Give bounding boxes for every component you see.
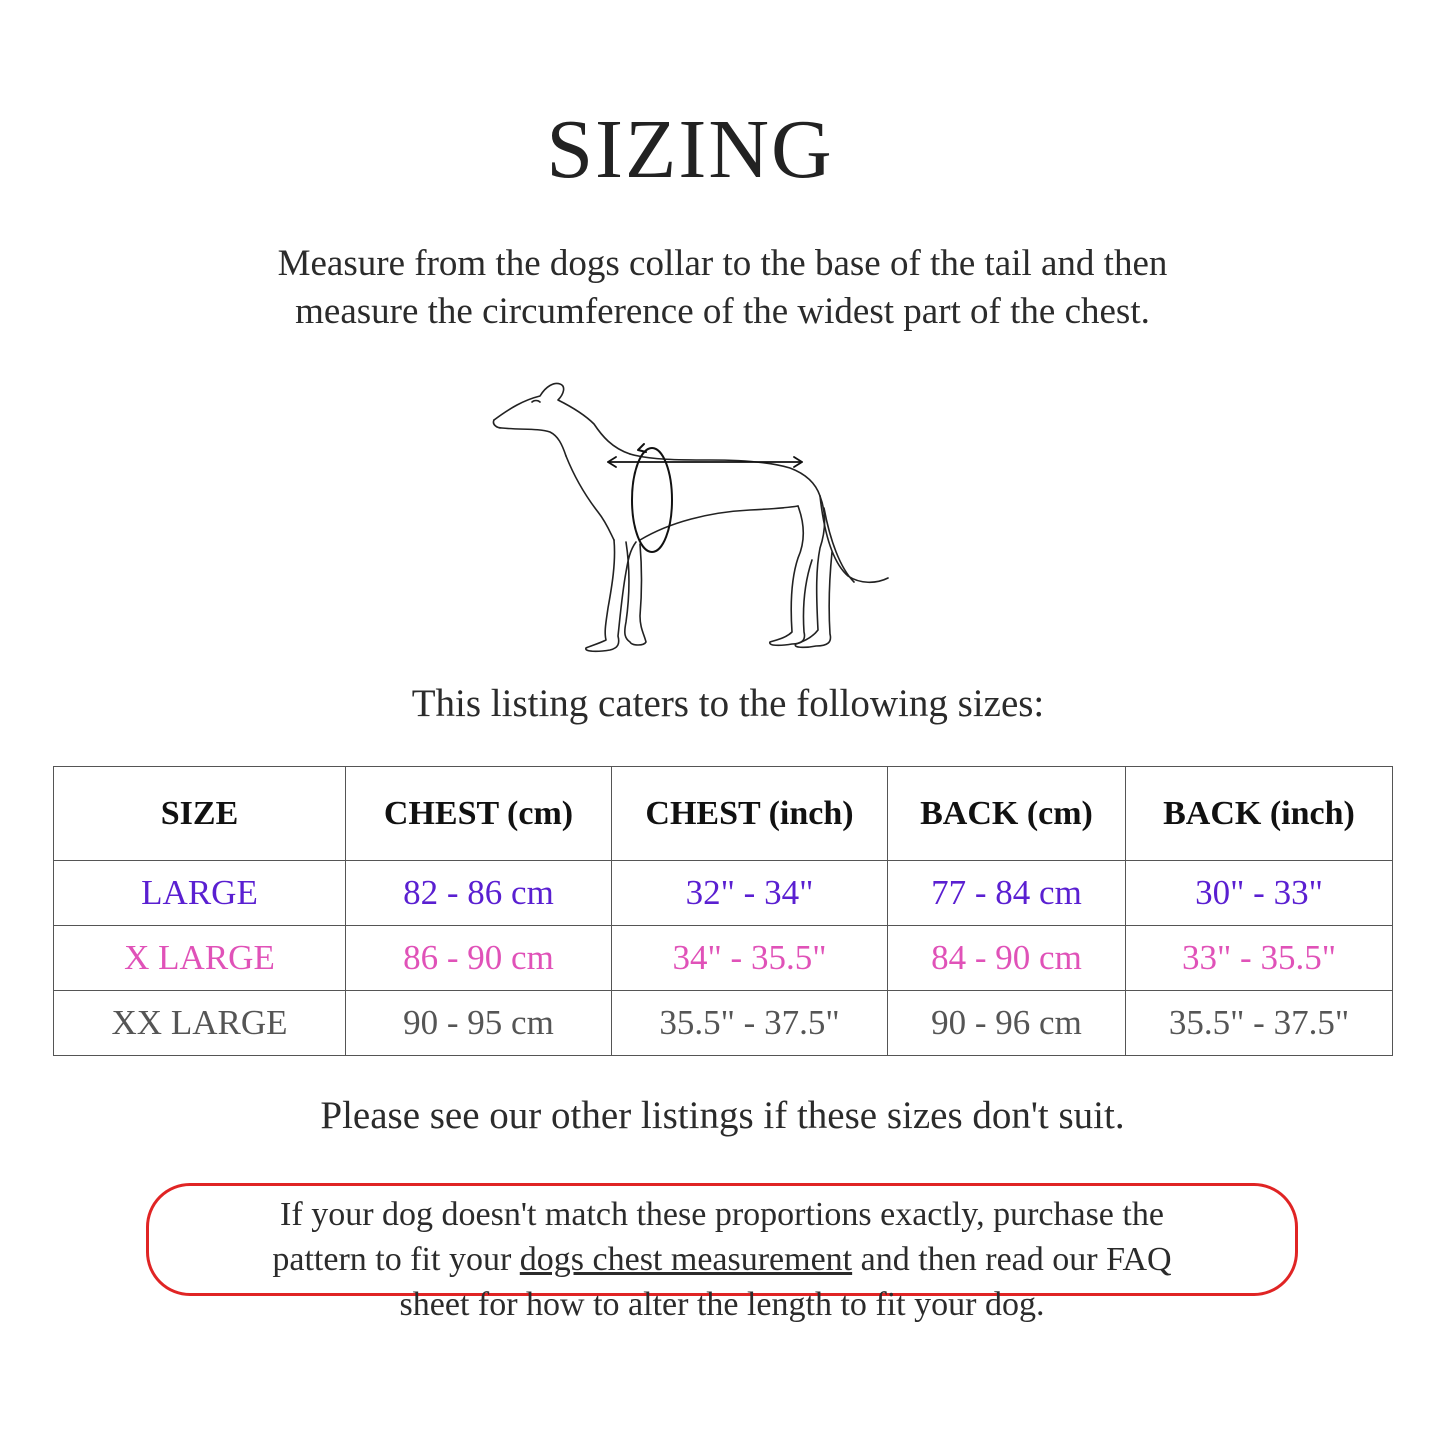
table-row xyxy=(54,926,1393,991)
note-line-1: If your dog doesn't match these proportions exactly, purchase the xyxy=(280,1196,1164,1233)
size-cell: LARGE xyxy=(54,861,346,926)
measure-instructions xyxy=(0,240,1445,336)
caters-text: This listing caters to the following sizes: xyxy=(411,682,1045,725)
instruction-line-1: Measure from the dogs collar to the base of the tail and then xyxy=(277,243,1168,284)
chest-inch-cell: 35.5" - 37.5" xyxy=(612,991,888,1056)
back-inch-cell: 33" - 35.5" xyxy=(1126,926,1393,991)
table-row xyxy=(54,861,1393,926)
size-cell: XX LARGE xyxy=(54,991,346,1056)
chest-cm-cell: 86 - 90 cm xyxy=(346,926,612,991)
dogs-chest-measurement-link[interactable]: dogs chest measurement xyxy=(519,1241,853,1278)
chest-cm-cell: 90 - 95 cm xyxy=(346,991,612,1056)
page-title: SIZING xyxy=(546,103,834,196)
note-line-2-end: and then read our FAQ xyxy=(852,1241,1172,1278)
chest-inch-cell: 32" - 34" xyxy=(612,861,888,926)
back-inch-cell: 35.5" - 37.5" xyxy=(1126,991,1393,1056)
header-chest-inch: CHEST (inch) xyxy=(612,767,888,861)
chest-cm-cell: 82 - 86 cm xyxy=(346,861,612,926)
table-header-row xyxy=(54,767,1393,861)
note-line-2-start: pattern to fit your xyxy=(272,1241,520,1278)
alteration-note-box xyxy=(146,1183,1298,1323)
back-cm-cell: 90 - 96 cm xyxy=(888,991,1126,1056)
header-size: SIZE xyxy=(54,767,346,861)
header-back-inch: BACK (inch) xyxy=(1126,767,1393,861)
chest-inch-cell: 34" - 35.5" xyxy=(612,926,888,991)
back-inch-cell: 30" - 33" xyxy=(1126,861,1393,926)
note-line-3: sheet for how to alter the length to fit your dog. xyxy=(399,1286,1045,1323)
size-table xyxy=(53,766,1393,1056)
see-other-listings-text: Please see our other listings if these sizes don't suit. xyxy=(320,1094,1125,1137)
header-chest-cm: CHEST (cm) xyxy=(346,767,612,861)
back-cm-cell: 84 - 90 cm xyxy=(888,926,1126,991)
back-cm-cell: 77 - 84 cm xyxy=(888,861,1126,926)
instruction-line-2: measure the circumference of the widest part of the chest. xyxy=(295,291,1150,332)
note-line-2 xyxy=(149,1237,1295,1282)
greyhound-measurement-icon xyxy=(480,372,900,662)
header-back-cm: BACK (cm) xyxy=(888,767,1126,861)
size-cell: X LARGE xyxy=(54,926,346,991)
table-row xyxy=(54,991,1393,1056)
